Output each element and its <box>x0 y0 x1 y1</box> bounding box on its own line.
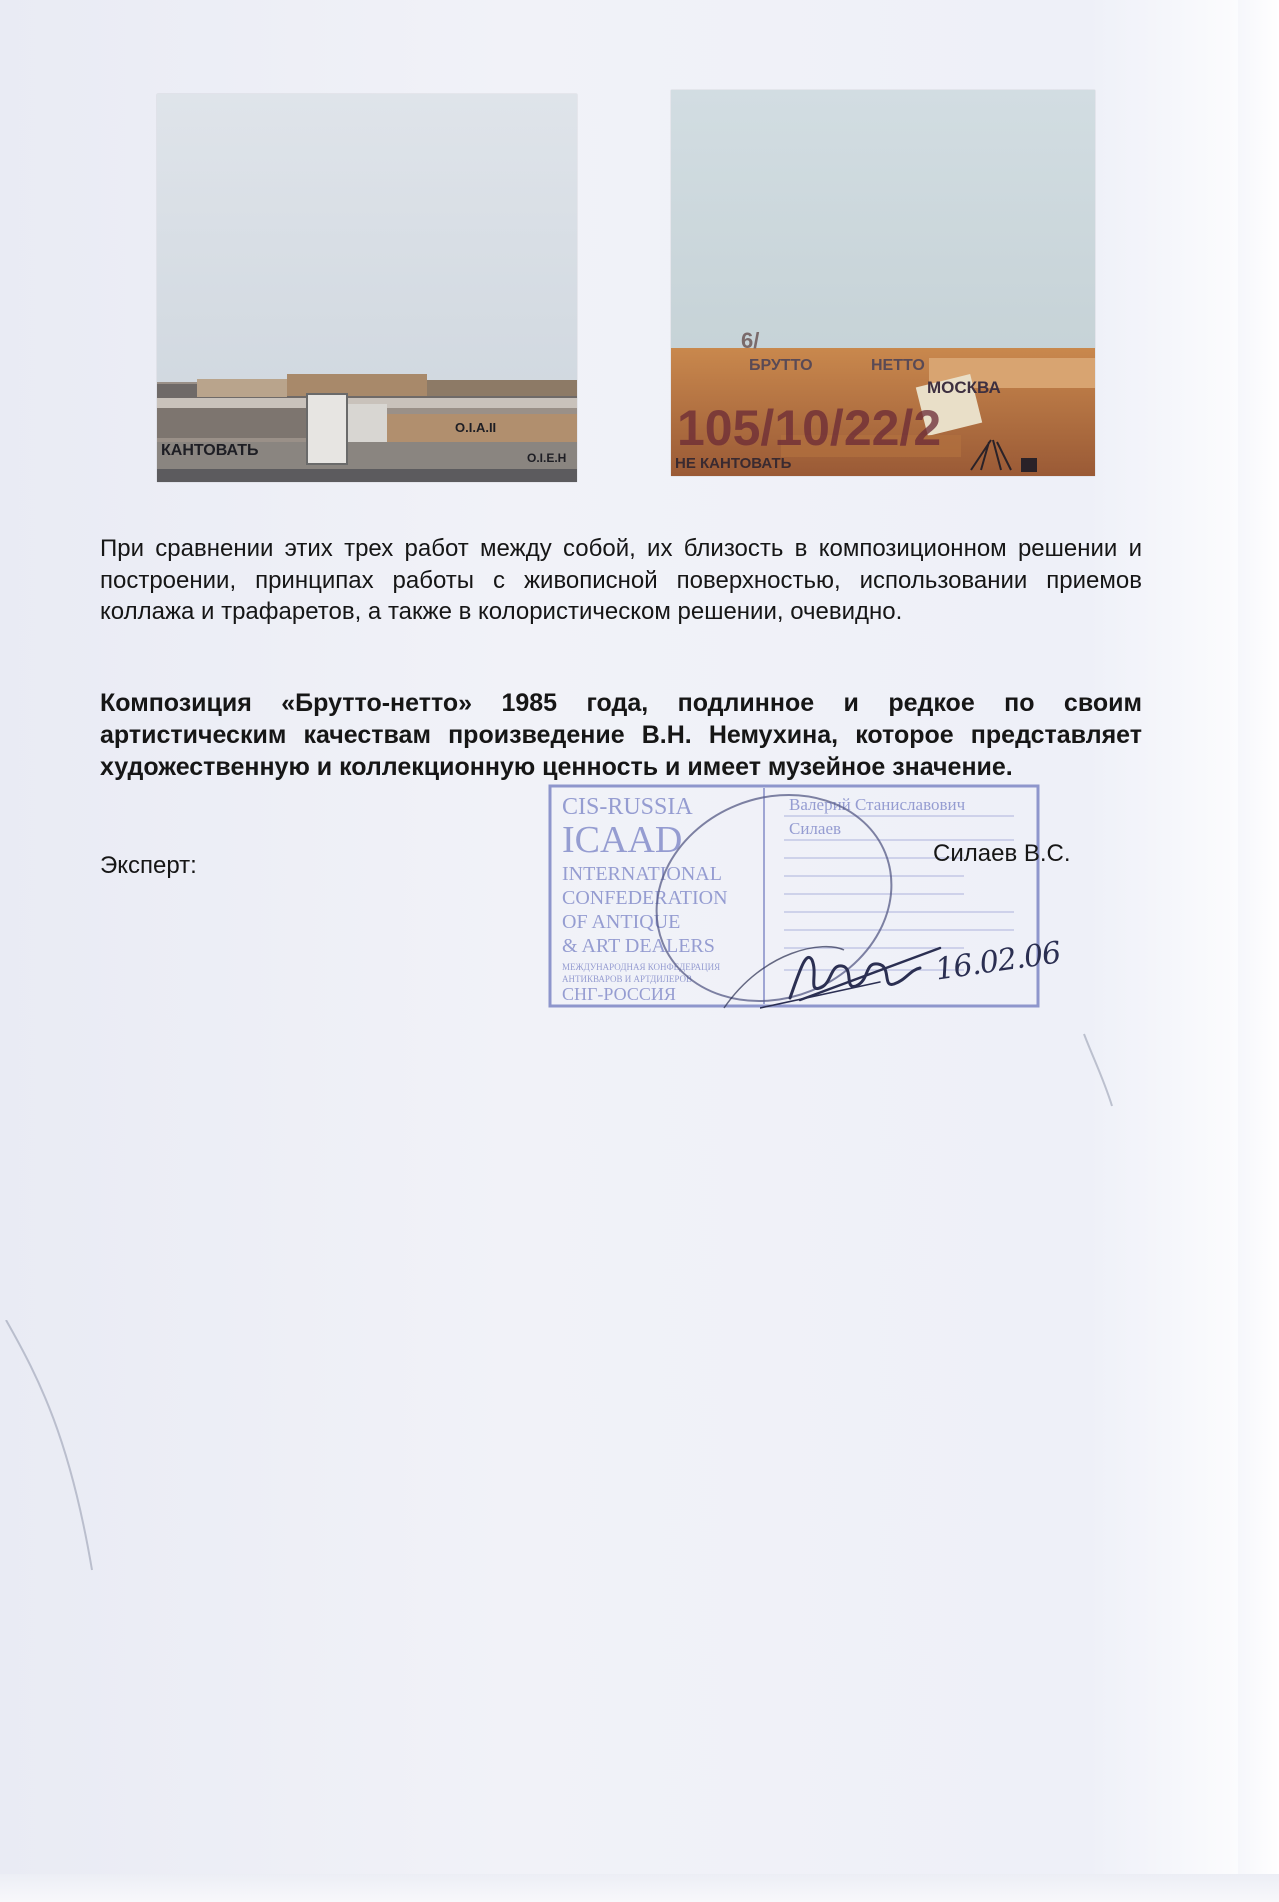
right-artwork-stencil-5: 105/10/22/2 <box>677 400 942 456</box>
right-artwork-stencil-3: НЕТТО <box>871 357 925 374</box>
right-artwork-stencil-6: НЕ КАНТОВАТЬ <box>675 455 792 472</box>
page-bottom-edge <box>0 1874 1279 1902</box>
left-artwork-stencil-2: О.I.A.II <box>455 420 497 435</box>
stamp-line-5: OF ANTIQUE <box>562 911 681 933</box>
stamp-surname-field: Силаев <box>789 819 842 838</box>
left-artwork-stencil-3: O.I.E.H <box>527 451 567 465</box>
stamp-name-field: Валерий Станиславович <box>789 795 966 814</box>
stamp-line-3: INTERNATIONAL <box>562 863 722 885</box>
stamp-line-8: АНТИКВАРОВ И АРТДИЛЕРОВ <box>562 974 692 984</box>
stamp-line-7: МЕЖДУНАРОДНАЯ КОНФЕДЕРАЦИЯ <box>562 962 721 972</box>
right-artwork-stencil-4: МОСКВА <box>927 378 1001 397</box>
paper-crease-right <box>1080 1030 1120 1110</box>
stamp-line-6: & ART DEALERS <box>562 935 715 957</box>
artwork-photo-left <box>157 94 577 482</box>
stamp-line-4: CONFEDERATION <box>562 887 728 909</box>
paper-crease-left <box>0 1320 110 1580</box>
artwork-photo-right <box>671 90 1095 476</box>
expert-label: Эксперт: <box>100 852 197 879</box>
stamp-line-1: CIS-RUSSIA <box>562 794 693 820</box>
left-artwork-stencil-1: КАНТОВАТЬ <box>161 442 259 459</box>
page-edge <box>1238 0 1279 1902</box>
right-artwork-stencil-2: БРУТТО <box>749 357 813 374</box>
comparison-paragraph: При сравнении этих трех работ между собой, их близость в композиционном решении и построении, принципах работы с живописной поверхностью, использовании приемов коллажа и трафаретов, а также в колористическом решении, очевидно. <box>100 535 1142 625</box>
conclusion-paragraph: Композиция «Брутто-нетто» 1985 года, подлинное и редкое по своим артистическим качествам произведение В.Н. Немухина, которое представляет художественную и коллекционную ценность и имеет музейное значение. <box>100 689 1142 781</box>
expert-name: Силаев В.С. <box>933 840 1071 867</box>
right-artwork-stencil-1: 6/ <box>741 328 760 353</box>
signature-date: 16.02.06 <box>933 935 1063 988</box>
stamp-line-9: СНГ-РОССИЯ <box>562 984 676 1004</box>
stamp-line-2: ICAAD <box>562 819 683 861</box>
